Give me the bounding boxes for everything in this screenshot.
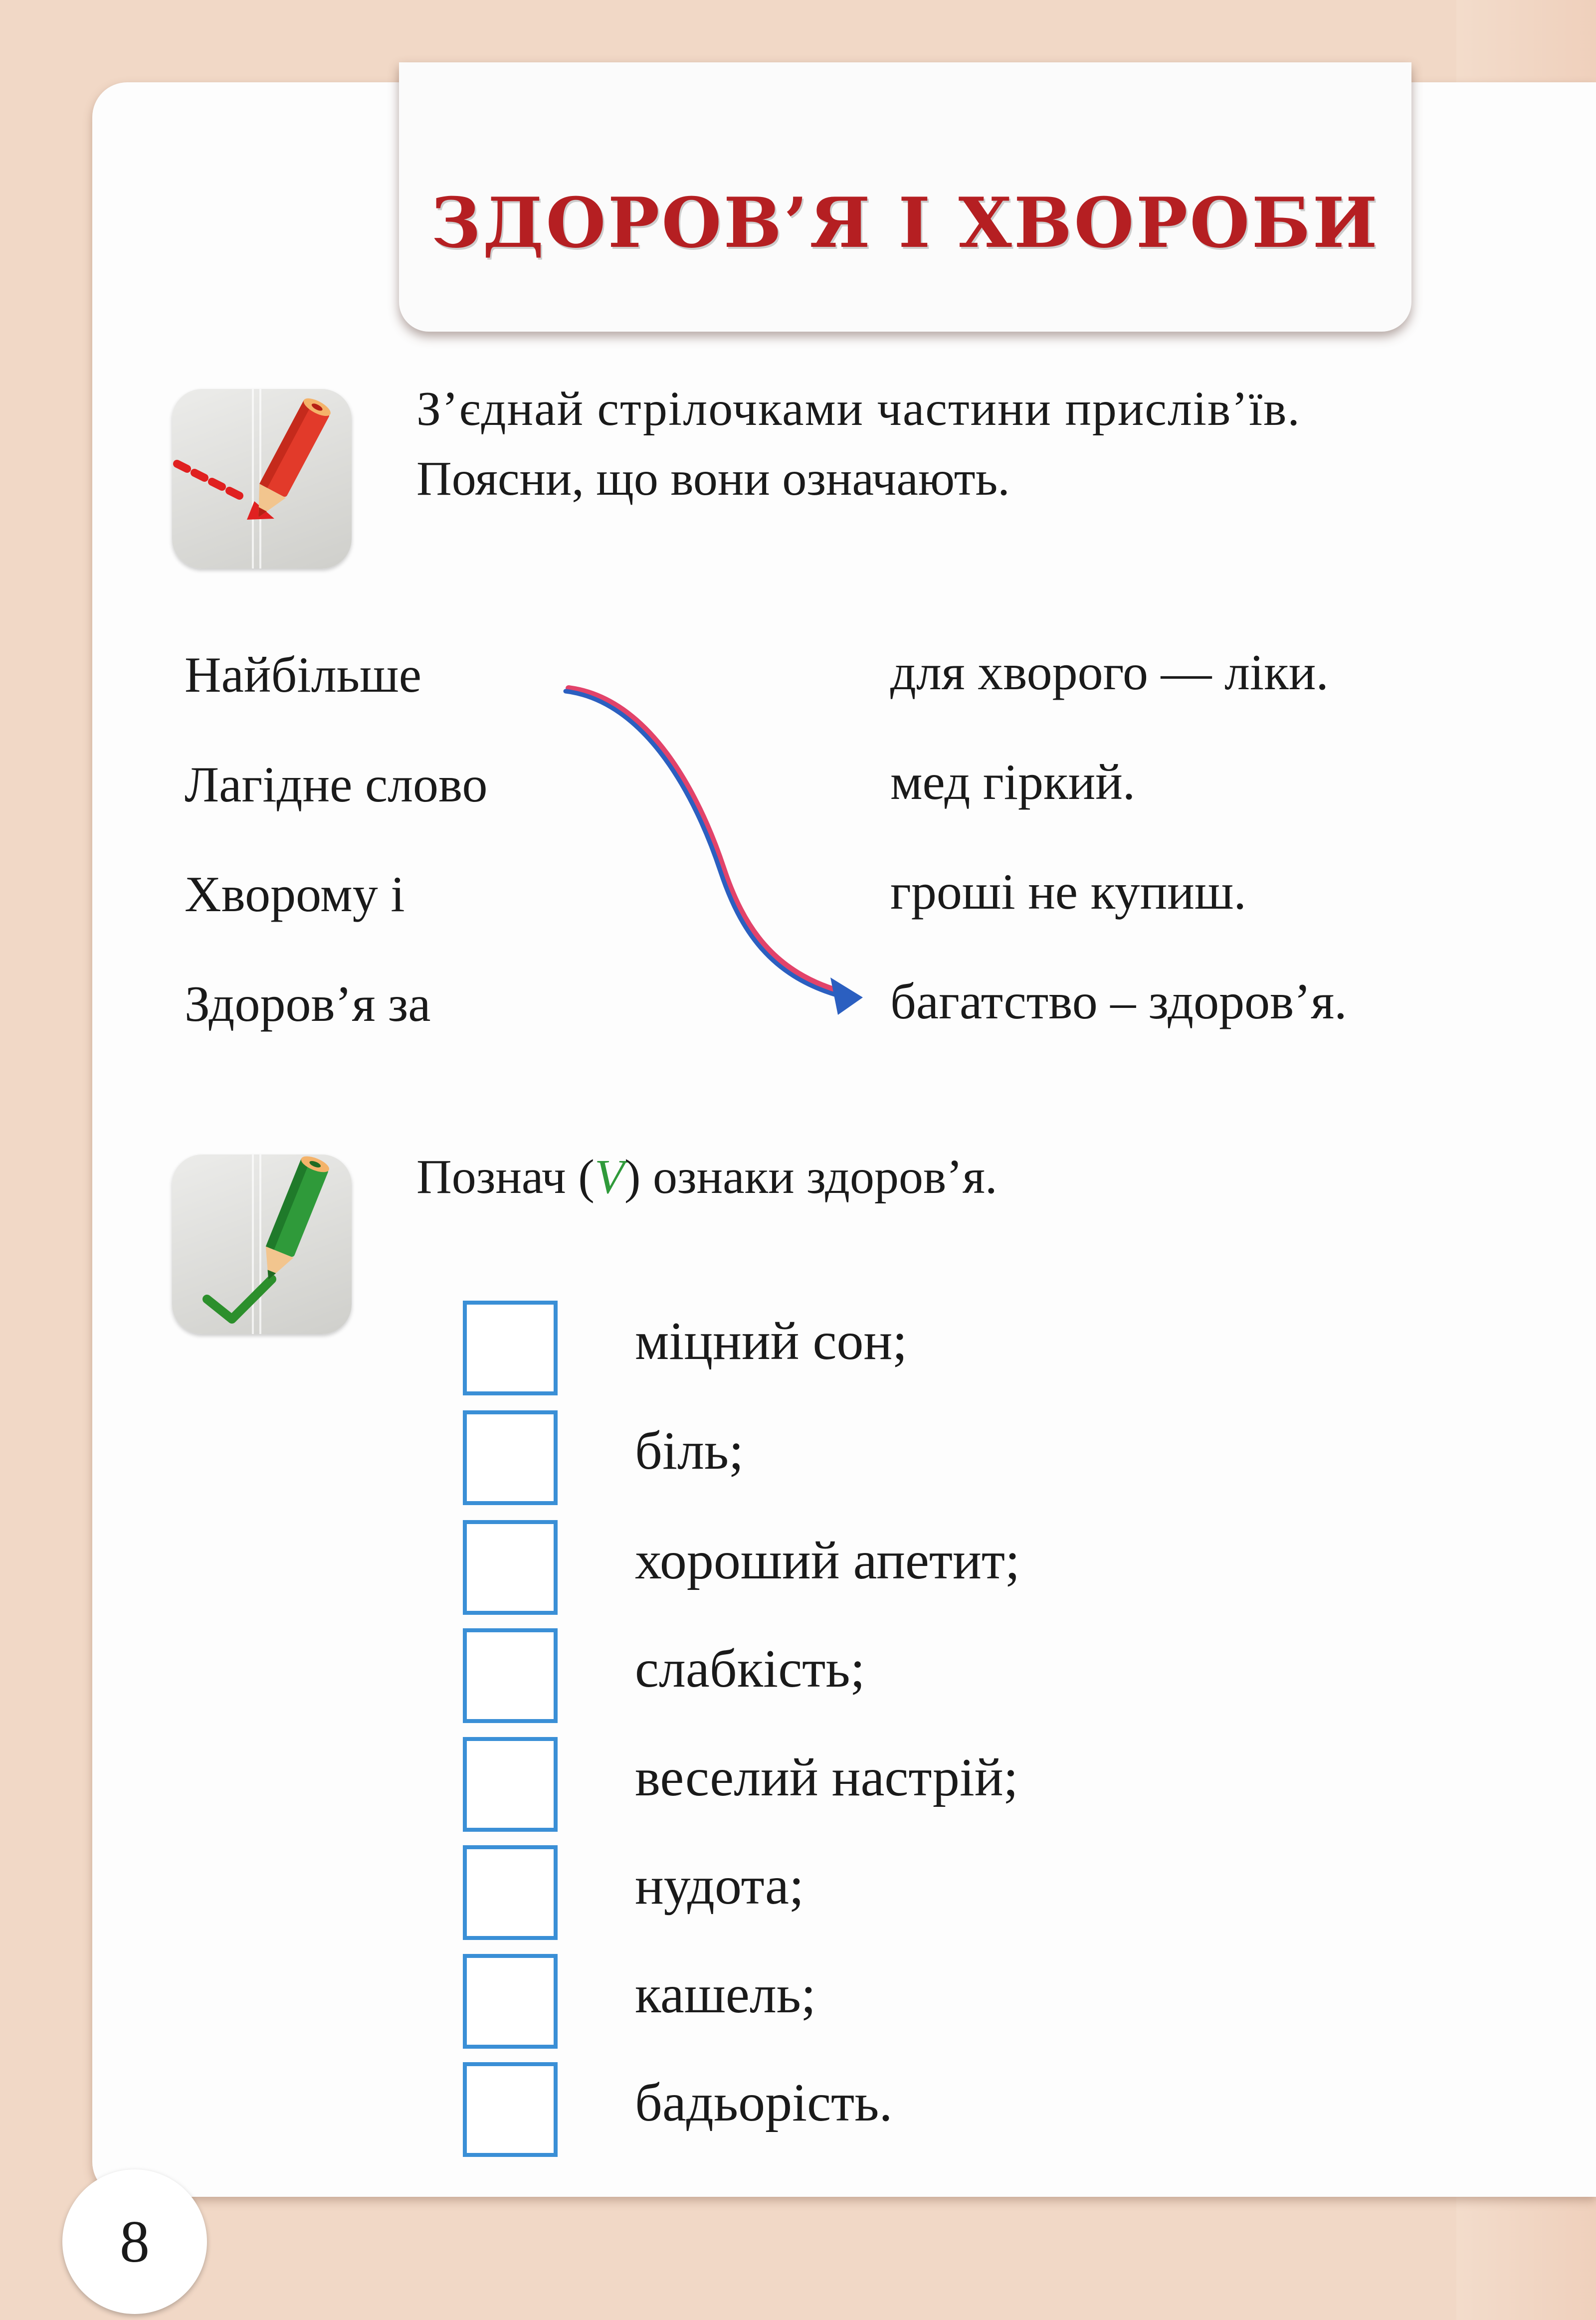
proverb-right-part[interactable]: мед гіркий. (890, 754, 1136, 810)
proverb-left-part[interactable]: Найбільше (185, 647, 421, 703)
checkbox[interactable] (463, 2062, 558, 2157)
proverb-right-part[interactable]: для хворого — ліки. (890, 644, 1329, 701)
task1-instruction-line1: З’єднай стрілочками частини прислів’їв. (416, 382, 1301, 436)
checklist-item-label: бадьорість. (635, 2073, 893, 2132)
checklist-item-label: нудота; (635, 1856, 804, 1916)
checkbox[interactable] (463, 1737, 558, 1832)
task2-instruction-line (416, 1142, 997, 1212)
task1-instruction (416, 374, 1301, 514)
page-title: ЗДОРОВ’Я І ХВОРОБИ (431, 182, 1380, 263)
proverb-left-part[interactable]: Хворому і (185, 866, 405, 923)
checklist-item-label: міцний сон; (635, 1312, 908, 1371)
task2-instruction (416, 1142, 997, 1212)
green-pencil-checkmark-icon (172, 1155, 352, 1334)
checkbox[interactable] (463, 1520, 558, 1615)
task1-instruction-line2: Поясни, що вони означають. (416, 452, 1010, 506)
checkbox[interactable] (463, 1410, 558, 1505)
checklist-item-label: кашель; (635, 1965, 816, 2024)
example-connecting-arrow (559, 668, 883, 1027)
checklist-item-label: слабкість; (635, 1639, 865, 1699)
proverb-left-part[interactable]: Лагідне слово (185, 757, 488, 813)
checkbox[interactable] (463, 1628, 558, 1723)
page-number: 8 (62, 2169, 207, 2314)
proverb-right-part[interactable]: багатство – здоров’я. (890, 973, 1347, 1030)
checkbox[interactable] (463, 1954, 558, 2049)
task2-instruction-after: ) ознаки здоров’я. (624, 1150, 998, 1204)
checklist-item-label: біль; (635, 1421, 744, 1481)
checklist-item-label: хороший апетит; (635, 1531, 1020, 1590)
title-tab (399, 62, 1411, 332)
checkmark-v-symbol: V (594, 1150, 624, 1204)
task2-instruction-before: Познач ( (416, 1150, 595, 1204)
red-pencil-arrow-icon (172, 389, 352, 569)
checklist-item-label: веселий настрій; (635, 1748, 1018, 1807)
checkbox[interactable] (463, 1845, 558, 1940)
checkbox[interactable] (463, 1301, 558, 1395)
proverb-left-part[interactable]: Здоров’я за (185, 976, 431, 1032)
proverb-right-part[interactable]: гроші не купиш. (890, 864, 1246, 920)
